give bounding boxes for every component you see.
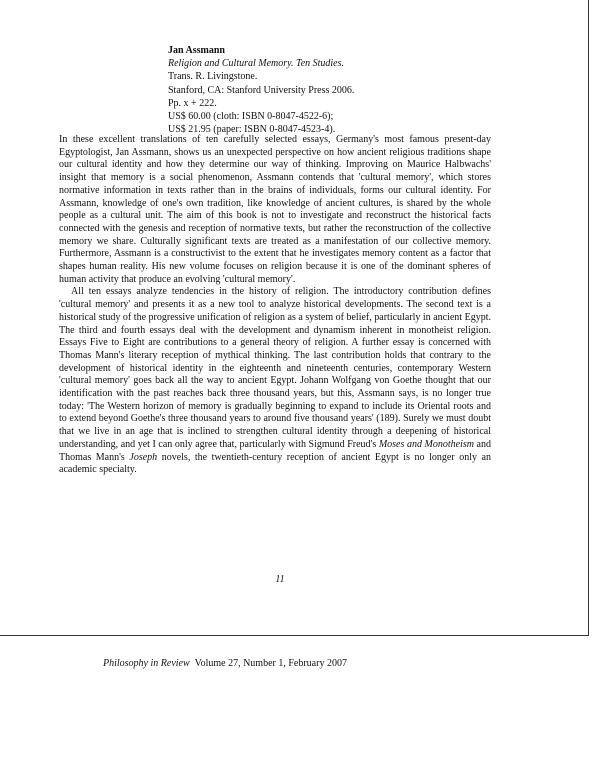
paragraph-1: In these excellent translations of ten carefully selected essays, Germany's most famous present-day Egyptologist, Jan Assmann, shows us an unexpected perspective on how ancient religious traditions shape our cultural identity and how they determine our way of thinking. Improving on Maurice Halbwachs' insight that memory is a social phenomenon, Assmann contends that 'cultural memory', which stores normative information in texts rather than in the brains of individuals, forms our cultural identity. For Assmann, knowledge of one's own tradition, like knowledge of ancient cultures, is shared by the whole people as a cultural unit. The aim of this book is not to investigate and reconstruct the historical facts connected with the genesis and reception of normative texts, but rather the reconstruction of the collective memory we share. Culturally significant texts are treated as a manifestation of our collective memory. Furthermore, Assmann is a constructivist to the extent that he investigates memory content as a factor that shapes human reality. His new volume focuses on religion because it is one of the dominant spheres of human activity that produce an evolving 'cultural memory'. bbox=[59, 134, 491, 285]
page-count-line: Pp. x + 222. bbox=[168, 97, 217, 109]
translator-line: Trans. R. Livingstone. bbox=[168, 71, 258, 83]
review-body bbox=[59, 134, 491, 477]
price-cloth-line: US$ 60.00 (cloth: ISBN 0-8047-4522-6); bbox=[168, 111, 334, 123]
book-author: Jan Assmann bbox=[168, 45, 225, 56]
review-header bbox=[168, 44, 488, 136]
journal-issue: Volume 27, Number 1, February 2007 bbox=[194, 658, 347, 669]
paragraph-2-text-c: novels, the twentieth-century reception of ancient Egypt is no longer only an academic specialty. bbox=[59, 451, 491, 476]
publisher-line: Stanford, CA: Stanford University Press 2006. bbox=[168, 84, 355, 96]
paragraph-2-text-b: and Thomas Mann's bbox=[59, 438, 491, 463]
paragraph-2 bbox=[59, 286, 491, 477]
price-paper-line: US$ 21.95 (paper: ISBN 0-8047-4523-4). bbox=[168, 124, 336, 136]
book-title: Religion and Cultural Memory. Ten Studies. bbox=[168, 58, 345, 70]
joseph-title: Joseph bbox=[129, 451, 158, 463]
page-number: 11 bbox=[275, 574, 285, 585]
moses-title: Moses and Monotheism bbox=[378, 438, 474, 450]
journal-footer bbox=[103, 658, 347, 669]
journal-name: Philosophy in Review bbox=[103, 658, 190, 669]
paragraph-2-text-a: All ten essays analyze tendencies in the history of religion. The introductory contribution defines 'cultural memory' and presents it as a new tool to analyze historical developments. The second text is a historical study of the progressive unification of religion as a system of belief, particularly in ancient Egypt. The third and fourth essays deal with the development and dynamism inherent in monotheist religion. Essays Five to Eight are contributions to a general theory of religion. A further essay is concerned with Thomas Mann's literary reception of mythical thinking. The last contribution holds that contrary to the development of historical identity in the eighteenth and nineteenth centuries, contemporary Western 'cultural memory' goes back all the way to ancient Egypt. Johann Wolfgang von Goethe thought that our identification with the past reaches back three thousand years, but this, Assmann says, is no longer true today: 'The Western horizon of memory is gradually beginning to expand to include its Oriental roots and to extend beyond Goethe's three thousand years to around five thousand years' (189). Surely we must doubt that we live in an age that is inclined to strengthen cultural identity through a deepening of historical understanding, and yet I can only agree that, particularly with Sigmund Freud's bbox=[59, 286, 491, 450]
